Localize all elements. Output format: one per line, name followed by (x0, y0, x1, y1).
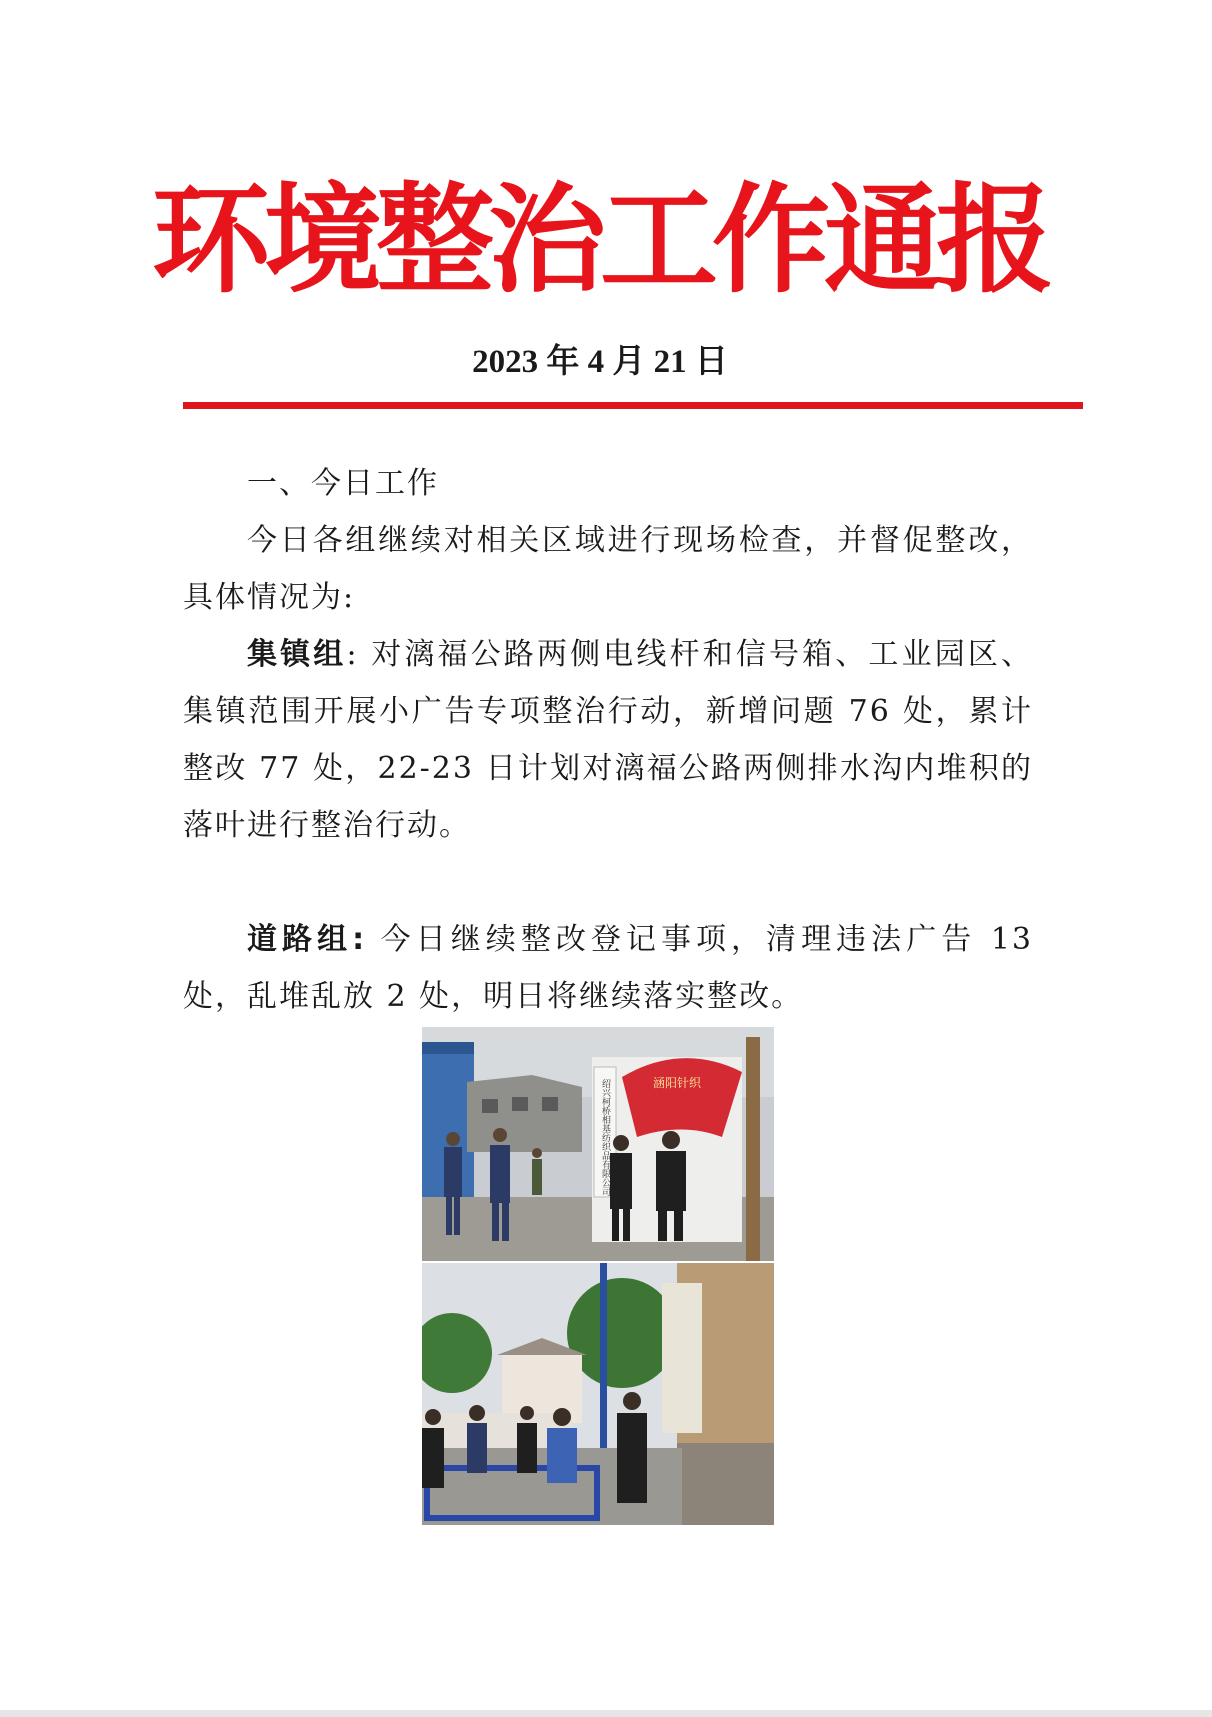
section-heading: 一、今日工作 (247, 466, 439, 501)
title-divider (183, 402, 1083, 409)
report-title: 环境整治工作通报 (151, 171, 1048, 309)
group1-label: 集镇组 (247, 637, 347, 672)
report-body (183, 455, 1033, 1025)
sign-logo-text: 涵阳针织 (652, 1076, 702, 1090)
group2-label: 道路组: (247, 922, 367, 957)
photo-sign-removal (422, 1027, 774, 1261)
photo-street-cleanup (422, 1263, 774, 1525)
page-bottom-edge (0, 1710, 1212, 1717)
group1-text: : 对漓福公路两侧电线杆和信号箱、工业园区、集镇范围开展小广告专项整治行动，新增问题 76 处，累计整改 77 处，22-23 日计划对漓福公路两侧排水沟内堆积的落叶进行整治行动。 (183, 637, 1033, 843)
group2-text: 今日继续整改登记事项，清理违法广告 13 处，乱堆乱放 2 处，明日将继续落实整改。 (183, 922, 1034, 1014)
group2-paragraph (183, 911, 1033, 1025)
intro-paragraph: 今日各组继续对相关区域进行现场检查，并督促整改，具体情况为: (183, 523, 1033, 615)
vertical-sign-text: 绍兴柯桥相基纺织品有限公司 (600, 1079, 610, 1196)
report-date: 2023 年 4 月 21 日 (472, 344, 728, 380)
group1-paragraph (183, 626, 1033, 854)
paragraph-gap (183, 854, 1033, 911)
